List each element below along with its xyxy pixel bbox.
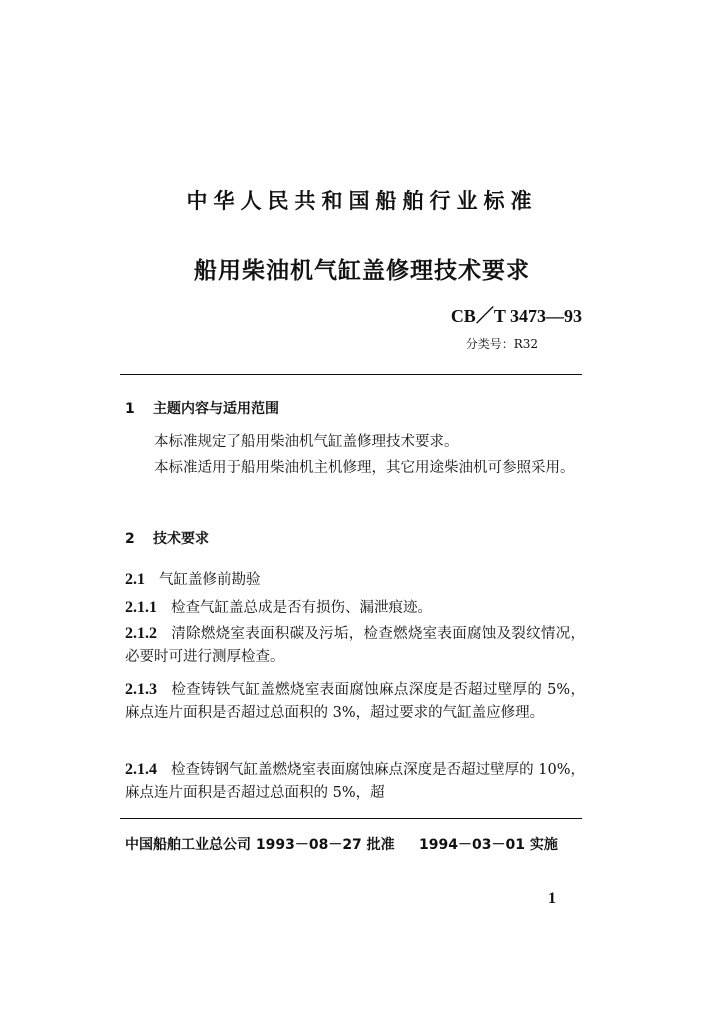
clause-text: 气缸盖修前勘验 bbox=[159, 572, 261, 588]
clause-2-1-1 bbox=[125, 596, 585, 620]
clause-2-1-4 bbox=[125, 758, 585, 805]
clause-text: 检查气缸盖总成是否有损伤、漏泄痕迹。 bbox=[171, 600, 432, 616]
clause-2-1 bbox=[125, 568, 585, 592]
clause-number: 2.1.3 bbox=[125, 681, 157, 698]
page-number: 1 bbox=[548, 890, 556, 907]
clause-2-1-3 bbox=[125, 678, 585, 725]
paragraph: 本标准规定了船用柴油机气缸盖修理技术要求。 bbox=[154, 434, 459, 450]
classification-number: 分类号：R32 bbox=[465, 337, 538, 351]
standard-code: CB／T 3473—93 bbox=[450, 306, 582, 326]
clause-text: 检查铸铁气缸盖燃烧室表面腐蚀麻点深度是否超过壁厚的 5%，麻点连片面积是否超过总面积的 3%，超过要求的气缸盖应修理。 bbox=[125, 682, 585, 721]
section-title: 技术要求 bbox=[153, 531, 209, 547]
clause-text: 清除燃烧室表面积碳及污垢，检查燃烧室表面腐蚀及裂纹情况，必要时可进行测厚检查。 bbox=[125, 626, 585, 665]
clause-text: 检查铸钢气缸盖燃烧室表面腐蚀麻点深度是否超过壁厚的 10%，麻点连片面积是否超过总面积的 5%，超 bbox=[125, 762, 585, 801]
section-title: 主题内容与适用范围 bbox=[153, 401, 279, 417]
clause-number: 2.1.1 bbox=[125, 599, 157, 616]
standard-category-title: 中华人民共和国船舶行业标准 bbox=[186, 189, 538, 213]
clause-number: 2.1 bbox=[125, 571, 145, 588]
clause-number: 2.1.4 bbox=[125, 761, 157, 778]
section-heading-1 bbox=[125, 398, 279, 418]
document-title: 船用柴油机气缸盖修理技术要求 bbox=[194, 258, 530, 284]
clause-number: 2.1.2 bbox=[125, 625, 157, 642]
section-heading-2 bbox=[125, 528, 209, 548]
approval-line: 中国船舶工业总公司 1993－08－27 批准 1994－03－01 实施 bbox=[125, 837, 558, 853]
clause-2-1-2 bbox=[125, 622, 585, 669]
paragraph: 本标准适用于船用柴油机主机修理，其它用途柴油机可参照采用。 bbox=[154, 460, 575, 476]
section-number: 1 bbox=[125, 401, 135, 417]
header-divider bbox=[120, 374, 582, 375]
section-number: 2 bbox=[125, 531, 135, 547]
footer-divider bbox=[120, 818, 582, 819]
